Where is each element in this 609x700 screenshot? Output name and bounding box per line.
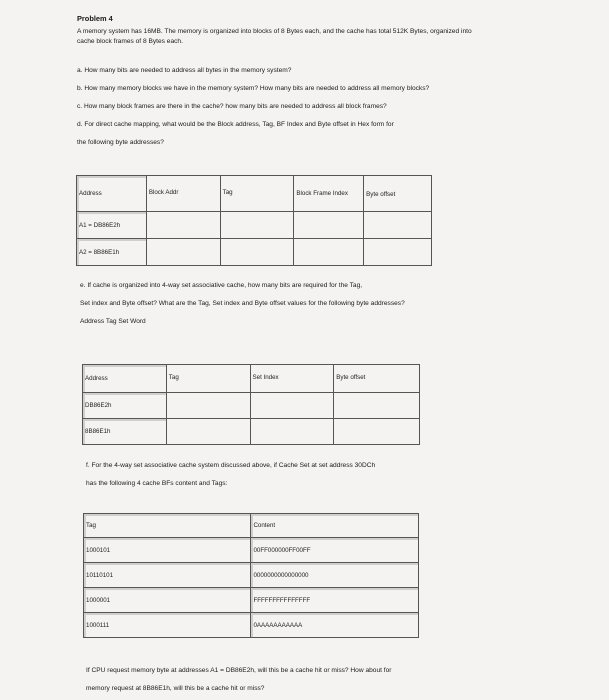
- intro-line-1: A memory system has 16MB. The memory is organized into blocks of 8 Bytes each, and the cache has total 512K Bytes, organized into: [77, 28, 472, 35]
- block-addr-cell[interactable]: [146, 212, 220, 239]
- problem-title: Problem 4: [77, 14, 113, 23]
- tag-cell: 10110101: [84, 563, 251, 588]
- header-byte-offset: Byte offset: [364, 176, 432, 212]
- question-c: c. How many block frames are there in the cache? how many bits are needed to address all block frames?: [77, 103, 387, 110]
- tag-cell: 1000001: [84, 588, 251, 613]
- table-row: [83, 419, 420, 445]
- byte-offset-cell[interactable]: [334, 393, 420, 419]
- question-a: a. How many bits are needed to address all bytes in the memory system?: [77, 67, 292, 74]
- header-address: Address: [83, 365, 167, 393]
- cache-set-table: [83, 513, 419, 638]
- question-f-line-1: f. For the 4-way set associative cache system discussed above, if Cache Set at set address 30DCh: [86, 462, 376, 469]
- content-cell: FFFFFFFFFFFFFFF: [251, 588, 419, 613]
- header-byte-offset: Byte offset: [334, 365, 420, 393]
- question-e-line-3: Address Tag Set Word: [80, 318, 146, 325]
- question-g-line-2: memory request at 8B86E1h, will this be a cache hit or miss?: [86, 685, 265, 692]
- content-cell: 00FF000000FF00FF: [251, 538, 419, 563]
- content-cell: 0000000000000000: [251, 563, 419, 588]
- table-header-row: [83, 365, 420, 393]
- table-row: [84, 588, 419, 613]
- byte-offset-cell[interactable]: [334, 419, 420, 445]
- address-cell: A1 = DB86E2h: [77, 212, 147, 239]
- bf-index-cell[interactable]: [294, 239, 364, 266]
- set-index-cell[interactable]: [250, 393, 334, 419]
- header-tag: Tag: [220, 176, 294, 212]
- question-e-line-2: Set index and Byte offset? What are the Tag, Set index and Byte offset values for the following byte addresses?: [80, 300, 405, 307]
- intro-line-2: cache block frames of 8 Bytes each.: [77, 38, 183, 45]
- header-set-index: Set Index: [250, 365, 334, 393]
- table-row: [77, 239, 432, 266]
- set-index-cell[interactable]: [250, 419, 334, 445]
- content-cell: 0AAAAAAAAAAA: [251, 613, 419, 638]
- address-cell: 8B86E1h: [83, 419, 167, 445]
- table-header-row: [77, 176, 432, 212]
- table-row: [84, 538, 419, 563]
- tag-cell[interactable]: [220, 239, 294, 266]
- header-content: Content: [251, 514, 419, 538]
- bf-index-cell[interactable]: [294, 212, 364, 239]
- header-tag: Tag: [84, 514, 251, 538]
- table-row: [84, 563, 419, 588]
- byte-offset-cell[interactable]: [364, 212, 432, 239]
- tag-cell[interactable]: [166, 419, 250, 445]
- question-g-line-1: If CPU request memory byte at addresses A1 = DB86E2h, will this be a cache hit or miss? How about for: [86, 667, 392, 674]
- tag-cell[interactable]: [220, 212, 294, 239]
- header-block-frame-index: Block Frame Index: [294, 176, 364, 212]
- header-block-addr: Block Addr: [146, 176, 220, 212]
- address-cell: DB86E2h: [83, 393, 167, 419]
- table-row: [83, 393, 420, 419]
- table-header-row: [84, 514, 419, 538]
- block-addr-cell[interactable]: [146, 239, 220, 266]
- question-d-line-1: d. For direct cache mapping, what would be the Block address, Tag, BF Index and Byte offset in Hex form for: [77, 121, 394, 128]
- question-e-line-1: e. If cache is organized into 4-way set associative cache, how many bits are required for the Tag,: [80, 282, 363, 289]
- question-f-line-2: has the following 4 cache BFs content and Tags:: [86, 480, 228, 487]
- address-cell: A2 = 8B86E1h: [77, 239, 147, 266]
- table-row: [84, 613, 419, 638]
- header-address: Address: [77, 176, 147, 212]
- tag-cell[interactable]: [166, 393, 250, 419]
- question-b: b. How many memory blocks we have in the memory system? How many bits are needed to address all memory blocks?: [77, 85, 430, 92]
- tag-cell: 1000101: [84, 538, 251, 563]
- set-associative-table: [82, 364, 420, 445]
- direct-mapping-table: [76, 175, 432, 266]
- tag-cell: 1000111: [84, 613, 251, 638]
- table-row: [77, 212, 432, 239]
- question-d-line-2: the following byte addresses?: [77, 139, 164, 146]
- header-tag: Tag: [166, 365, 250, 393]
- byte-offset-cell[interactable]: [364, 239, 432, 266]
